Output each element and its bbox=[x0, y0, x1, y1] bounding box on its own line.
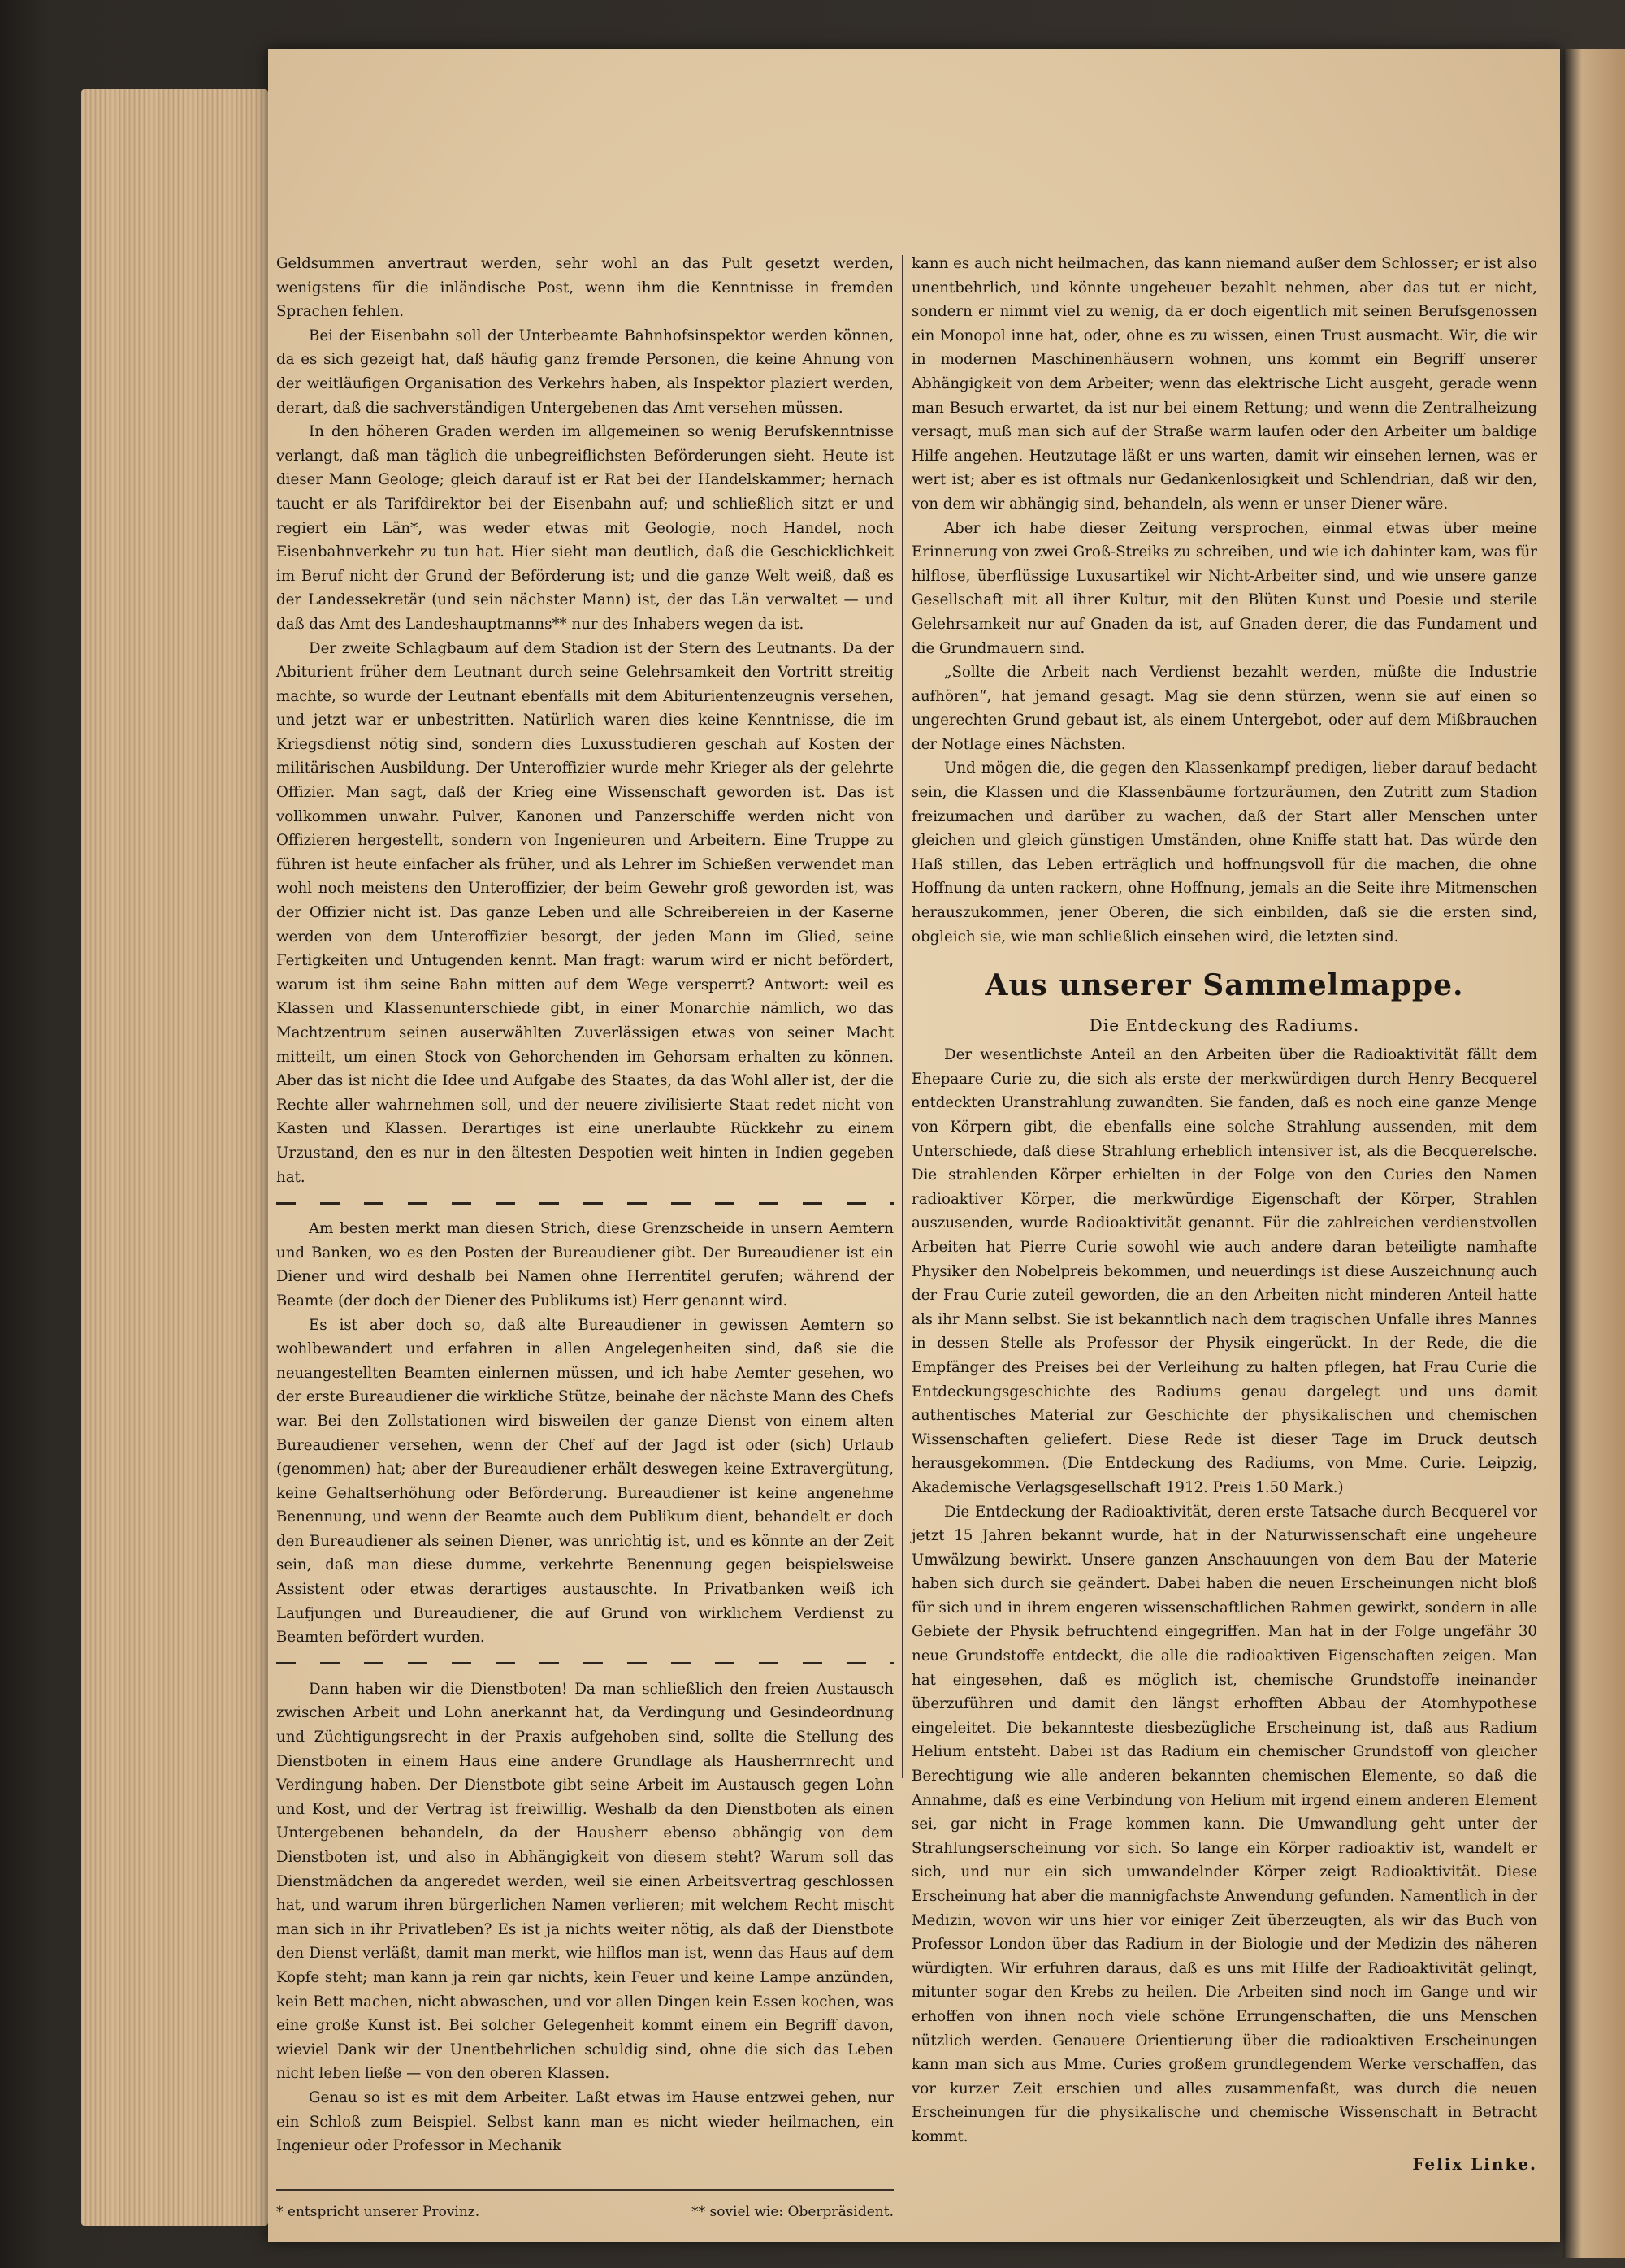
facing-page-edge bbox=[1563, 49, 1625, 2258]
paragraph: Der wesentlichste Anteil an den Arbeiten über die Radioaktivität fällt dem Ehepaare Curie zu, die sich als erste der merkwürdigen durch Henry Becquerel entdeckten Uranstrahlung zuwandten. Sie fanden, daß es noch eine ganze Menge von Körpern gibt, die ebenfalls eine solche Strahlung aussenden, mit dem Unterschiede, daß diese Strahlung erheblich intensiver ist, als die Becquerelsche. Die strahlenden Körper erhielten in der Folge von den Curies den Namen radioaktiver Körper, die merkwürdige Eigenschaft der Körper, Strahlen auszusenden, wurde Radioaktivität genannt. Für die zahlreichen verdienstvollen Arbeiten hat Pierre Curie sowohl wie auch andere daran beteiligte namhafte Physiker den Nobelpreis bekommen, und neuerdings ist diese Auszeichnung auch der Frau Curie zuteil geworden, die an den Arbeiten nicht minderen Anteil hatte als ihr Mann selbst. Sie ist bekanntlich nach dem tragischen Unfalle ihres Mannes in dessen Stelle als Professor der Physik eingerückt. In der Rede, die die Empfänger des Preises bei der Verleihung zu halten pflegen, hat Frau Curie die Entdeckungsgeschichte des Radiums genau dargelegt und uns damit authentisches Material zur Geschichte der physikalischen und chemischen Wissenschaften geliefert. Diese Rede ist dieser Tage im Druck deutsch herausgekommen. (Die Entdeckung des Radiums, von Mme. Curie. Leipzig, Akademische Verlagsgesellschaft 1912. Preis 1.50 Mark.) bbox=[912, 1046, 1537, 1496]
page-stack-left-edge bbox=[81, 89, 268, 2226]
footnote: * entspricht unserer Provinz. bbox=[276, 2203, 480, 2220]
paragraph: Dann haben wir die Dienstboten! Da man schließlich den freien Austausch zwischen Arbeit und Lohn anerkannt hat, da Verdingung und Gesindeordnung und Züchtigungsrecht in der Praxis aufgehoben sind, sollte die Stellung des Dienstboten in einem Haus eine andere Grundlage als Hausherrnrecht und Verdingung haben. Der Dienstbote gibt seine Arbeit im Austausch gegen Lohn und Kost, und der Vertrag ist freiwillig. Weshalb da den Dienstboten als einen Untergebenen behandeln, da der Hausherr ebenso abhängig von dem Dienstboten ist, und also in Abhängigkeit von diesem steht? Warum soll das Dienstmädchen da angeredet werden, weil sie einen Arbeitsvertrag geschlossen hat, und warum ihren bürgerlichen Namen verlieren; mit welchem Recht mischt man sich in ihr Privatleben? Es ist ja nichts weiter nötig, als daß der Dienstbote den Dienst verläßt, damit man merkt, wie hilflos man ist, wenn das Haus auf dem Kopfe steht; man kann ja rein gar nichts, kein Feuer und keine Lampe anzünden, kein Bett machen, nicht abwaschen, und vor allen Dingen kein Essen kochen, was eine große Kunst ist. Bei solcher Gelegenheit kommt einem ein Begriff davon, wieviel Dank wir der Unentbehrlichen schuldig sind, ohne die sich das Leben nicht leben ließe — von den oberen Klassen. bbox=[276, 1680, 894, 2083]
paragraph: Die Entdeckung der Radioaktivität, deren erste Tatsache durch Becquerel vor jetzt 15 Jahren bekannt wurde, hat in der Naturwissenschaft eine ungeheure Umwälzung bewirkt. Unsere ganzen Anschauungen von dem Bau der Materie haben sich durch sie geändert. Dabei haben die neuen Erscheinungen nicht bloß für sich und in ihrem engeren wissenschaftlichen Rahmen gewirkt, sondern in alle Gebiete der Physik befruchtend eingegriffen. Man hat in der Folge ungefähr 30 neue Grundstoffe entdeckt, die alle die radioaktiven Eigenschaften zeigen. Man hat eingesehen, daß es möglich ist, chemische Grundstoffe ineinander überzuführen und damit den längst erhofften Abbau der Atomhypothese eingeleitet. Die bekannteste diesbezügliche Erscheinung ist, daß aus Radium Helium entsteht. Dabei ist das Radium ein chemischer Grundstoff von gleicher Berechtigung wie alle anderen bekannten chemischen Elemente, so daß die Annahme, daß es eine Verbindung von Helium mit irgend einem anderen Element sei, gar nicht in Frage kommen kann. Die Umwandlung geht unter der Strahlungserscheinung vor sich. So lange ein Körper radioaktiv ist, wandelt er sich, und nur ein sich umwandelnder Körper zeigt Radioaktivität. Diese Erscheinung hat aber die mannigfachste Anwendung gefunden. Namentlich in der Medizin, wovon wir uns hier vor einiger Zeit überzeugten, als wir das Buch von Professor London über das Radium in der Biologie und der Medizin des näheren würdigten. Wir erfuhren daraus, daß es uns mit Hilfe der Radioaktivität gelingt, mitunter sogar den Krebs zu heilen. Die Arbeiten sind noch im Gange und wir erhoffen von ihnen noch viele schöne Errungenschaften, die uns Menschen nützlich werden. Genauere Orientierung über die radioaktiven Erscheinungen kann man sich aus Mme. Curies großem grundlegendem Werke verschaffen, das vor kurzer Zeit erschien und alles zusammenfaßt, was durch die neuen Erscheinungen für die physikalische und chemische Wissenschaft in Betracht kommt. bbox=[912, 1503, 1537, 2145]
author-signature: Felix Linke. bbox=[1412, 2153, 1537, 2174]
paragraph: Es ist aber doch so, daß alte Bureaudiener in gewissen Aemtern so wohlbewandert und erfahren in allen Angelegenheiten sind, daß sie die neuangestellten Beamten einlernen müssen, und ich habe Aemter gesehen, wo der erste Bureaudiener die wirkliche Stütze, beinahe der nächste Mann des Chefs war. Bei den Zollstationen wird bisweilen der ganze Dienst von einem alten Bureaudiener versehen, wenn der Chef auf der Jagd ist oder (sich) Urlaub (genommen) hat; aber der Bureaudiener erhält deswegen keine Extravergütung, keine Gehaltserhöhung oder Beförderung. Bureaudiener ist keine angenehme Benennung, und wenn der Beamte auch dem Publikum dient, behandelt er doch den Bureaudiener als seinen Diener, was unrichtig ist, und es könnte an der Zeit sein, daß man diese dumme, verkehrte Benennung gegen beispielsweise Assistent oder etwas derartiges austauschte. In Privatbanken weiß ich Laufjungen und Bureaudiener, die auf Grund von wirklichem Verdienst zu Beamten befördert wurden. bbox=[276, 1316, 894, 1647]
column-divider bbox=[902, 255, 904, 1778]
paragraph: In den höheren Graden werden im allgemeinen so wenig Berufskenntnisse verlangt, daß man täglich die unbegreiflichsten Beförderungen sieht. Heute ist dieser Mann Geologe; gleich darauf ist er Rat bei der Handelskammer; hernach taucht er als Tarifdirektor bei der Eisenbahn auf; und schließlich sitzt er und regiert ein Län*, was weder etwas mit Geologie, noch Handel, noch Eisenbahnverkehr zu tun hat. Hier sieht man deutlich, daß die Geschicklichkeit im Beruf nicht der Grund der Beförderung ist; und die ganze Welt weiß, daß es der Landessekretär (und sein nächster Mann) ist, der das Län verwaltet — und daß das Amt des Landeshauptmanns** nur des Inhabers wegen da ist. bbox=[276, 423, 894, 633]
section-subheading: Die Entdeckung des Radiums. bbox=[1089, 1015, 1360, 1036]
footnotes bbox=[276, 2189, 894, 2225]
paragraph: Geldsummen anvertraut werden, sehr wohl an das Pult gesetzt werden, wenigstens für die inländische Post, wenn ihm die Kenntnisse in fremden Sprachen fehlen. bbox=[276, 255, 894, 321]
paragraph: Aber ich habe dieser Zeitung versprochen, einmal etwas über meine Erinnerung von zwei Groß-Streiks zu schreiben, und wie ich dahinter kam, was für hilflose, überflüssige Luxusartikel wir Nicht-Arbeiter sind, und wie unsere ganze Gesellschaft mit all ihrer Kultur, mit den Blüten Kunst und Poesie und sterile Gelehrsamkeit nur auf Gnaden da ist, auf Gnaden derer, die das Fundament und die Grundmauern sind. bbox=[912, 519, 1537, 657]
dashed-separator bbox=[276, 1650, 894, 1677]
paragraph: „Sollte die Arbeit nach Verdienst bezahlt werden, müßte die Industrie aufhören“, hat jemand gesagt. Mag sie denn stürzen, wenn sie auf einen so ungerechten Grund gebaut ist, als einem Untergebot, oder auf dem Mißbrauchen der Notlage eines Nächsten. bbox=[912, 664, 1537, 753]
paragraph: kann es auch nicht heilmachen, das kann niemand außer dem Schlosser; er ist also unentbehrlich, und könnte ungeheuer bezahlt nehmen, aber das tut er nicht, sondern er nimmt viel zu wenig, da er doch eigentlich mit seinen Berufsgenossen ein Monopol inne hat, oder, ohne es zu wissen, einen Trust ausmacht. Wir, die wir in modernen Maschinenhäusern wohnen, uns kommt ein Begriff unserer Abhängigkeit von dem Arbeiter; wenn das elektrische Licht ausgeht, gerade wenn man Besuch erwartet, da ist nur bei einem Rettung; und wenn die Zentralheizung versagt, muß man sich auf der Straße warm laufen oder den Arbeiter um baldige Hilfe angehen. Heutzutage läßt er uns warten, damit wir einsehen lernen, was er wert ist; aber es ist oftmals nur Gedankenlosigkeit und Schlendrian, daß wir den, von dem wir abhängig sind, behandeln, als wenn er unser Diener wäre. bbox=[912, 255, 1537, 513]
paragraph: Der zweite Schlagbaum auf dem Stadion ist der Stern des Leutnants. Da der Abiturient früher dem Leutnant durch seine Gelehrsamkeit den Vortritt streitig machte, so wurde der Leutnant ebenfalls mit dem Abiturientenzeugnis versehen, und jetzt war er unbestritten. Natürlich waren dies keine Kenntnisse, die im Kriegsdienst nötig sind, sondern dies Luxusstudieren geschah auf Kosten der militärischen Ausbildung. Der Unteroffizier wurde mehr Krieger als der gelehrte Offizier. Man sagt, daß der Krieg eine Wissenschaft geworden ist. Das ist vollkommen unwahr. Pulver, Kanonen und Panzerschiffe werden nicht von Offizieren hergestellt, sondern von Ingenieuren und Arbeitern. Eine Truppe zu führen ist heute einfacher als früher, und als Lehrer im Schießen verwendet man wohl noch meistens den Unteroffizier, der beim Gewehr groß geworden ist, was der Offizier nicht ist. Das ganze Leben und alle Schreibereien in der Kaserne werden von dem Unteroffizier besorgt, der jeden Mann im Glied, seine Fertigkeiten und Untugenden kennt. Man fragt: warum wird er nicht befördert, warum ist ihm seine Bahn mitten auf dem Wege versperrt? Antwort: weil es Klassen und Klassenunterschiede gibt, in einer Monarchie nämlich, wo das Machtzentrum seinen auserwählten Zuverlässigen etwas von seiner Macht mitteilt, um einen Stock von Gehorchenden im Gehorsam erhalten zu können. Aber das ist nicht die Idee und Aufgabe des Staates, da das Wohl aller ist, der die Rechte aller wahrnehmen soll, und der neuere zivilisierte Staat redet nicht von Kasten und Klassen. Derartiges ist eine unerlaubte Rückkehr zu einem Urzustand, den es nur in den ältesten Despotien weit hinten in Indien gegeben hat. bbox=[276, 639, 894, 1186]
section-heading: Aus unserer Sammelmappe. bbox=[985, 968, 1464, 1003]
newspaper-page bbox=[268, 49, 1560, 2242]
paragraph: Bei der Eisenbahn soll der Unterbeamte Bahnhofsinspektor werden können, da es sich gezeigt hat, daß häufig ganz fremde Personen, die keine Ahnung von der weitläufigen Organisation des Verkehrs haben, als Inspektor plaziert werden, derart, daß die sachverständigen Untergebenen das Amt versehen müssen. bbox=[276, 327, 894, 417]
right-column bbox=[912, 252, 1537, 2177]
paragraph: Und mögen die, die gegen den Klassenkampf predigen, lieber darauf bedacht sein, die Klassen und die Klassenbäume fortzuräumen, den Zutritt zum Stadion freizumachen und darüber zu wachen, daß der Start aller Menschen unter gleichen und gleich günstigen Umständen, ohne Kniffe statt hat. Das würde den Haß stillen, das Leben erträglich und hoffnungsvoll für die machen, die ohne Hoffnung da unten rackern, ohne Hoffnung, jemals an die Seite ihre Mitmenschen herauszukommen, jener Oberen, die sich einbilden, daß sie die ersten sind, obgleich sie, wie man schließlich einsehen wird, die letzten sind. bbox=[912, 760, 1537, 946]
dashed-separator bbox=[276, 1189, 894, 1217]
paragraph: Am besten merkt man diesen Strich, diese Grenzscheide in unsern Aemtern und Banken, wo es den Posten der Bureaudiener gibt. Der Bureaudiener ist ein Diener und wird deshalb bei Namen ohne Herrentitel gerufen; während der Beamte (der doch der Diener des Publikums ist) Herr genannt wird. bbox=[276, 1220, 894, 1309]
footnote: ** soviel wie: Oberpräsident. bbox=[691, 2203, 894, 2220]
paragraph: Genau so ist es mit dem Arbeiter. Laßt etwas im Hause entzwei gehen, nur ein Schloß zum Beispiel. Selbst kann man es nicht wieder heilmachen, ein Ingenieur oder Professor in Mechanik bbox=[276, 2088, 894, 2155]
left-column bbox=[276, 252, 894, 2224]
